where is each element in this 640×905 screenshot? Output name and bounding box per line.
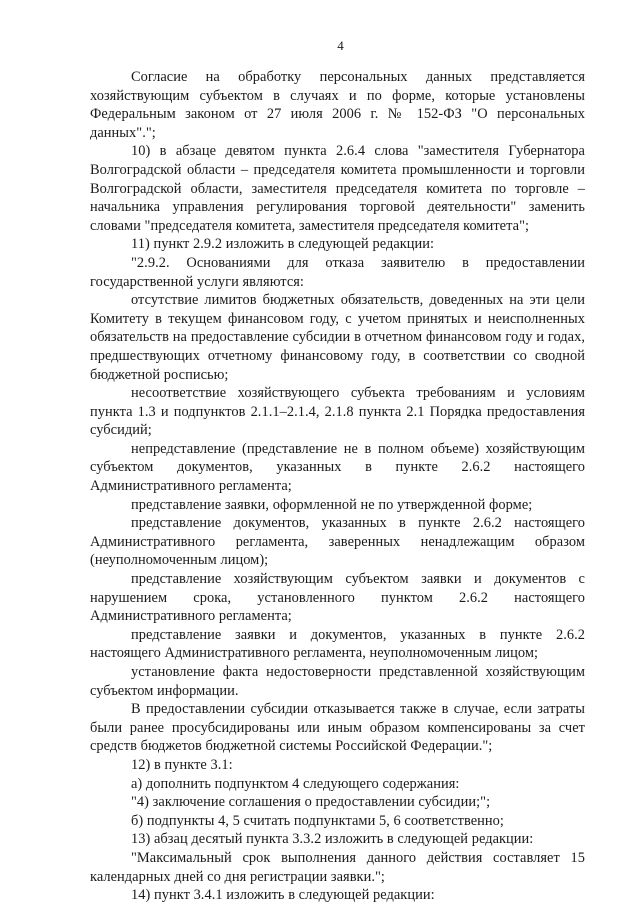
paragraph: отсутствие лимитов бюджетных обязательств, доведенных на эти цели Комитету в текущем финансовом году, с учетом принятых и неисполненных обязательств на предоставление субсидии в отчетном финансовом году и годах, предшествующих отчетному финансовому году, в соответствии со сводной бюджетной росписью; xyxy=(90,292,585,383)
paragraph: "2.9.2. Основаниями для отказа заявителю в предоставлении государственной услуги являются: xyxy=(90,254,585,290)
paragraph: "Максимальный срок выполнения данного действия составляет 15 календарных дней со дня регистрации заявки."; xyxy=(90,849,585,885)
paragraph: В предоставлении субсидии отказывается также в случае, если затраты были ранее просубсидированы или иным образом компенсированы за счет средств бюджетов бюджетной системы Российской Федерации."; xyxy=(90,701,585,755)
paragraph: 13) абзац десятый пункта 3.3.2 изложить в следующей редакции: xyxy=(131,831,534,848)
paragraph: представление заявки, оформленной не по утвержденной форме; xyxy=(131,496,533,513)
paragraph: непредставление (представление не в полном объеме) хозяйствующим субъектом документов, указанных в пункте 2.6.2 настоящего Административного регламента; xyxy=(90,440,585,495)
paragraph: а) дополнить подпунктом 4 следующего содержания: xyxy=(131,775,460,792)
paragraph: б) подпункты 4, 5 считать подпунктами 5, 6 соответственно; xyxy=(131,812,504,829)
paragraph: представление документов, указанных в пункте 2.6.2 настоящего Административного регламента, заверенных ненадлежащим образом (неуполномоченным лицом); xyxy=(90,515,585,569)
paragraph: "4) заключение соглашения о предоставлении субсидии;"; xyxy=(131,794,491,811)
paragraph: 12) в пункте 3.1: xyxy=(131,756,233,773)
paragraph: представление заявки и документов, указанных в пункте 2.6.2 настоящего Административного регламента, неуполномоченным лицом; xyxy=(90,626,585,662)
paragraph: 11) пункт 2.9.2 изложить в следующей редакции: xyxy=(131,236,435,253)
paragraph: установление факта недостоверности представленной хозяйствующим субъектом информации. xyxy=(90,664,585,699)
paragraph: Согласие на обработку персональных данных представляется хозяйствующим субъектом в случаях и по форме, которые установлены Федеральным законом от 27 июля 2006 г. № 152-ФЗ "О персональных данных"."; xyxy=(90,69,585,141)
document-body xyxy=(90,68,585,905)
paragraph: несоответствие хозяйствующего субъекта требованиям и условиям пункта 1.3 и подпунктов 2.1.1–2.1.4, 2.1.8 пункта 2.1 Порядка предоставления субсидий; xyxy=(90,385,585,439)
paragraph: 14) пункт 3.4.1 изложить в следующей редакции: xyxy=(131,887,435,904)
document-page xyxy=(90,38,585,905)
paragraph: 10) в абзаце девятом пункта 2.6.4 слова "заместителя Губернатора Волгоградской области – председателя комитета промышленности и торговли Волгоградской области, заместителя председателя комитета по торговле – начальника управления регулирования торговой деятельности" заменить словами "председателя комитета, заместителя председателя комитета"; xyxy=(90,143,585,234)
paragraph: представление хозяйствующим субъектом заявки и документов с нарушением срока, установленного пунктом 2.6.2 настоящего Административного регламента; xyxy=(90,571,585,625)
page-number: 4 xyxy=(337,38,344,53)
